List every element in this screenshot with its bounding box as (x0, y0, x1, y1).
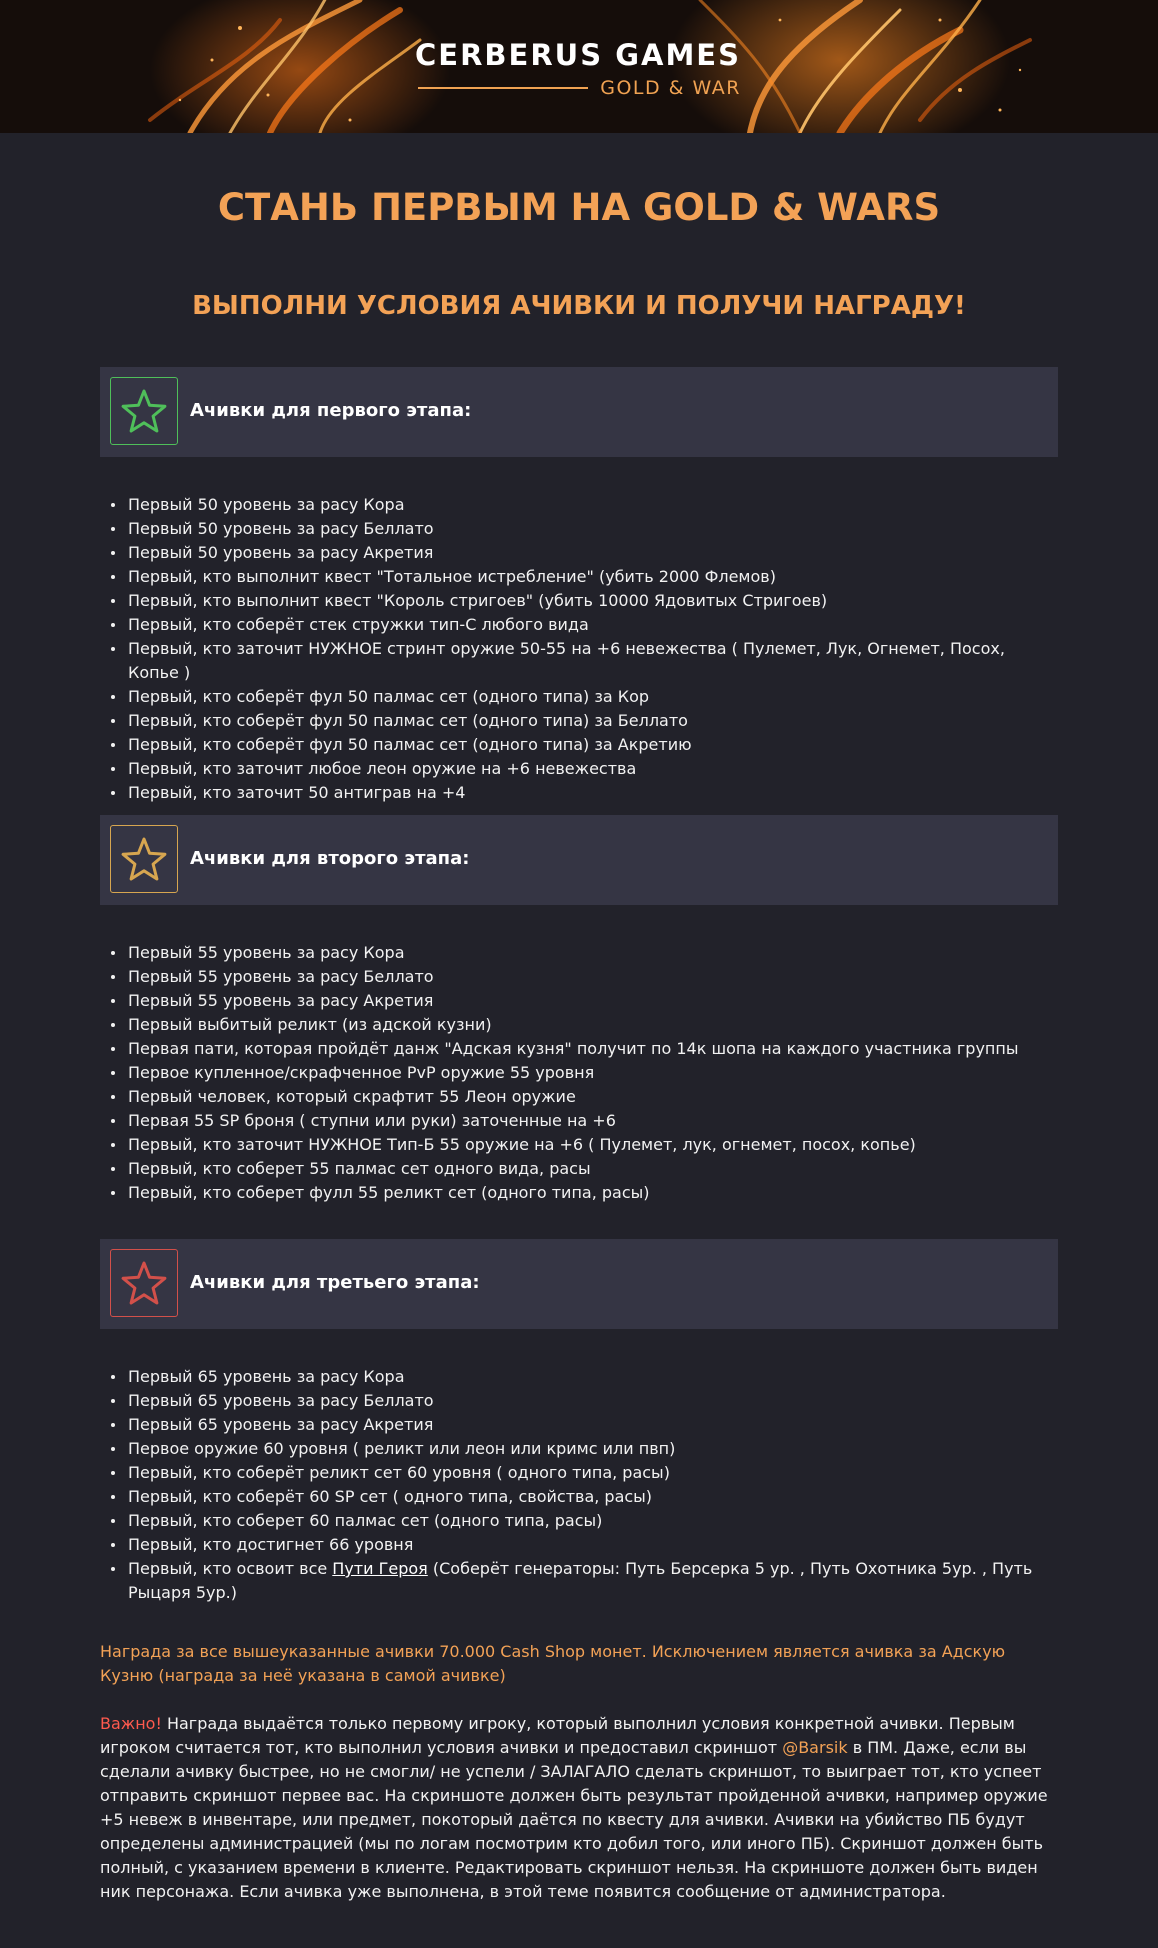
list-item: Первый, кто выполнит квест "Тотальное истребление" (убить 2000 Флемов) (110, 565, 1058, 589)
list-item: Первый, кто соберёт фул 50 палмас сет (одного типа) за Кор (110, 685, 1058, 709)
stage-2-list (110, 941, 1058, 1205)
list-item: Первый, кто выполнит квест "Король стригоев" (убить 10000 Ядовитых Стригоев) (110, 589, 1058, 613)
list-item-text: Первый, кто освоит все (128, 1559, 333, 1578)
list-item-text: (Соберёт генераторы: Путь Берсерка 5 ур. , Путь Охотника 5ур. , Путь Рыцаря 5ур.) (128, 1559, 1033, 1602)
stage-3-list (110, 1365, 1058, 1605)
green-star-icon (110, 377, 178, 445)
list-item: Первый, кто соберет фулл 55 реликт сет (одного типа, расы) (110, 1181, 1058, 1205)
list-item: Первое купленное/скрафченное PvP оружие 55 уровня (110, 1061, 1058, 1085)
list-item: Первый, кто достигнет 66 уровня (110, 1533, 1058, 1557)
list-item: Первый, кто заточит любое леон оружие на +6 невежества (110, 757, 1058, 781)
stage-2-header (100, 815, 1058, 905)
list-item: Первый выбитый реликт (из адской кузни) (110, 1013, 1058, 1037)
list-item: Первый 65 уровень за расу Кора (110, 1365, 1058, 1389)
stage-3-header (100, 1239, 1058, 1329)
list-item: Первый 50 уровень за расу Беллато (110, 517, 1058, 541)
stage-1-header (100, 367, 1058, 457)
stage-1-list (110, 493, 1058, 805)
list-item: Первый, кто заточит НУЖНОЕ стринт оружие 50-55 на +6 невежества ( Пулемет, Лук, Огнемет, Посох, Копье ) (110, 637, 1058, 685)
stage-3-title: Ачивки для третьего этапа: (190, 1272, 480, 1293)
list-item: Первый, кто соберет 55 палмас сет одного вида, расы (110, 1157, 1058, 1181)
list-item (110, 1557, 1058, 1605)
list-item: Первый человек, который скрафтит 55 Леон оружие (110, 1085, 1058, 1109)
stage-2-title: Ачивки для второго этапа: (190, 848, 470, 869)
reward-note: Награда за все вышеуказанные ачивки 70.000 Cash Shop монет. Исключением является ачивка за Адскую Кузню (награда за неё указана в самой ачивке) (100, 1642, 1006, 1685)
list-item: Первый 65 уровень за расу Акретия (110, 1413, 1058, 1437)
logo (415, 36, 745, 102)
list-item: Первая пати, которая пройдёт данж "Адская кузня" получит по 14к шопа на каждого участника группы (110, 1037, 1058, 1061)
list-item: Первый, кто соберёт 60 SP сет ( одного типа, свойства, расы) (110, 1485, 1058, 1509)
list-item: Первый 50 уровень за расу Кора (110, 493, 1058, 517)
gold-star-icon (110, 825, 178, 893)
important-text: в ПМ. Даже, если вы сделали ачивку быстрее, но не смогли/ не успели / ЗАЛАГАЛО сделать скриншот, то выиграет тот, кто успеет отправить скриншот первее вас. На скриншоте должен быть результат пройденной ачивки, например оружие +5 невеж в инвентаре, или предмет, покоторый даётся по квесту для ачивки. Ачивки на убийство ПБ будут определены администрацией (мы по логам посмотрим кто добил того, или иного ПБ). Скриншот должен быть полный, с указанием времени в клиенте. Редактировать скриншот нельзя. На скриншоте должен быть виден ник персонажа. Если ачивка уже выполнена, в этой теме появится сообщение от администратора. (100, 1738, 1048, 1901)
logo-underline (418, 87, 588, 89)
header-banner (0, 0, 1158, 133)
list-item: Первый, кто соберёт стек стружки тип-С любого вида (110, 613, 1058, 637)
list-item: Первый, кто заточит НУЖНОЕ Тип-Б 55 оружие на +6 ( Пулемет, лук, огнемет, посох, копье) (110, 1133, 1058, 1157)
user-mention-link[interactable]: @Barsik (782, 1738, 848, 1757)
list-item: Первый, кто соберёт фул 50 палмас сет (одного типа) за Беллато (110, 709, 1058, 733)
logo-subtitle: GOLD & WAR (600, 77, 741, 99)
list-item: Первый, кто соберет 60 палмас сет (одного типа, расы) (110, 1509, 1058, 1533)
hero-paths-link[interactable]: Пути Героя (332, 1559, 428, 1578)
stage-1-title: Ачивки для первого этапа: (190, 400, 472, 421)
list-item: Первый 65 уровень за расу Беллато (110, 1389, 1058, 1413)
page-subtitle: ВЫПОЛНИ УСЛОВИЯ АЧИВКИ И ПОЛУЧИ НАГРАДУ! (192, 291, 966, 321)
list-item: Первый 55 уровень за расу Кора (110, 941, 1058, 965)
list-item: Первый, кто заточит 50 антиграв на +4 (110, 781, 1058, 805)
important-label: Важно! (100, 1714, 162, 1733)
page-title: СТАНЬ ПЕРВЫМ НА GOLD & WARS (217, 186, 941, 229)
red-star-icon (110, 1249, 178, 1317)
list-item: Первый, кто соберёт реликт сет 60 уровня ( одного типа, расы) (110, 1461, 1058, 1485)
list-item: Первый 55 уровень за расу Беллато (110, 965, 1058, 989)
list-item: Первый 50 уровень за расу Акретия (110, 541, 1058, 565)
list-item: Первое оружие 60 уровня ( реликт или леон или кримс или пвп) (110, 1437, 1058, 1461)
list-item: Первый 55 уровень за расу Акретия (110, 989, 1058, 1013)
list-item: Первый, кто соберёт фул 50 палмас сет (одного типа) за Акретию (110, 733, 1058, 757)
list-item: Первая 55 SP броня ( ступни или руки) заточенные на +6 (110, 1109, 1058, 1133)
logo-title: CERBERUS GAMES (415, 38, 742, 72)
important-text: Награда выдаётся только первому игроку, который выполнил условия конкретной ачивки. Первым игроком считается тот, кто выполнил условия ачивки и предоставил скриншот (100, 1714, 1015, 1757)
important-note (100, 1712, 1062, 1904)
